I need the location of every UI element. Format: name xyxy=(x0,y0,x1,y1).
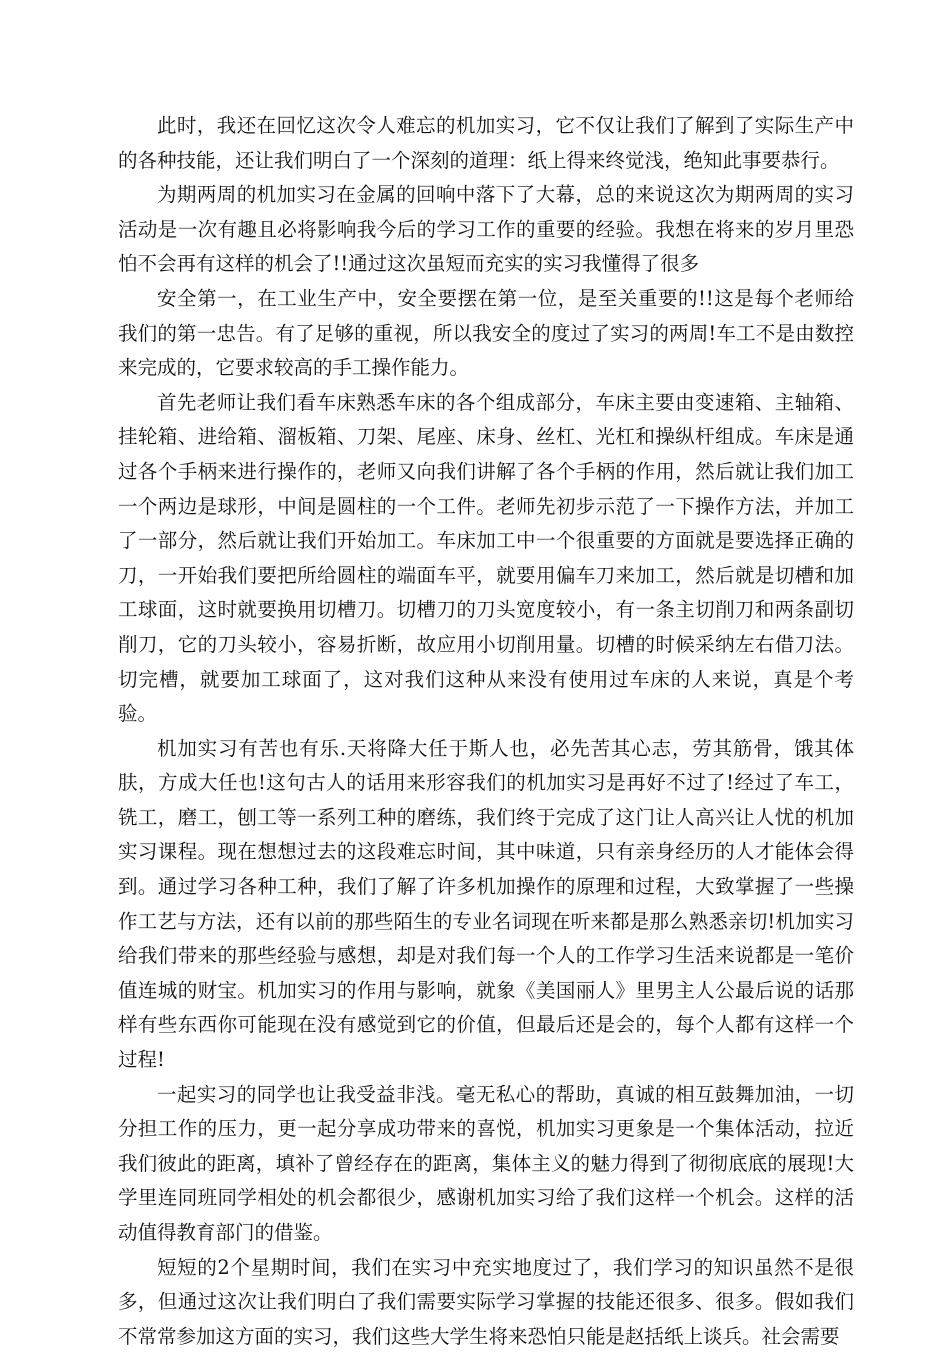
document-body xyxy=(118,109,854,1354)
paragraph-2: 为期两周的机加实习在金属的回响中落下了大幕，总的来说这次为期两周的实习活动是一次有趣且必将影响我今后的学习工作的重要的经验。我想在将来的岁月里恐怕不会再有这样的机会了!!通过这次虽短而充实的实习我懂得了很多 xyxy=(118,183,854,276)
paragraph-7: 短短的2个星期时间，我们在实习中充实地度过了，我们学习的知识虽然不是很多，但通过这次让我们明白了我们需要实际学习掌握的技能还很多、很多。假如我们不常常参加这方面的实习，我们这些大学生将来恐怕只能是赵括纸上谈兵。社会需要 xyxy=(118,1255,854,1348)
paragraph-6: 一起实习的同学也让我受益非浅。毫无私心的帮助，真诚的相互鼓舞加油，一切分担工作的压力，更一起分享成功带来的喜悦，机加实习更象是一个集体活动，拉近我们彼此的距离，填补了曾经存在的距离，集体主义的魅力得到了彻彻底底的展现!大学里连同班同学相处的机会都很少，感谢机加实习给了我们这样一个机会。这样的活动值得教育部门的借鉴。 xyxy=(118,1082,854,1244)
paragraph-4: 首先老师让我们看车床熟悉车床的各个组成部分，车床主要由变速箱、主轴箱、挂轮箱、进给箱、溜板箱、刀架、尾座、床身、丝杠、光杠和操纵杆组成。车床是通过各个手柄来进行操作的，老师又向我们讲解了各个手柄的作用，然后就让我们加工一个两边是球形，中间是圆柱的一个工件。老师先初步示范了一下操作方法，并加工了一部分，然后就让我们开始加工。车床加工中一个很重要的方面就是要选择正确的刀，一开始我们要把所给圆柱的端面车平，就要用偏车刀来加工，然后就是切槽和加工球面，这时就要换用切槽刀。切槽刀的刀头宽度较小，有一条主切削刀和两条副切削刀，它的刀头较小，容易折断，故应用小切削用量。切槽的时候采纳左右借刀法。切完槽，就要加工球面了，这对我们这种从来没有使用过车床的人来说，真是个考验。 xyxy=(118,390,854,726)
paragraph-3: 安全第一，在工业生产中，安全要摆在第一位，是至关重要的!!这是每个老师给我们的第一忠告。有了足够的重视，所以我安全的度过了实习的两周!车工不是由数控来完成的，它要求较高的手工操作能力。 xyxy=(118,286,854,380)
paragraph-1: 此时，我还在回忆这次令人难忘的机加实习，它不仅让我们了解到了实际生产中的各种技能，还让我们明白了一个深刻的道理：纸上得来终觉浅，绝知此事要恭行。 xyxy=(118,114,854,172)
paragraph-5: 机加实习有苦也有乐.天将降大任于斯人也，必先苦其心志，劳其筋骨，饿其体肤，方成大任也!这句古人的话用来形容我们的机加实习是再好不过了!经过了车工，铣工，磨工，刨工等一系列工种的磨练，我们终于完成了这门让人高兴让人忧的机加实习课程。现在想想过去的这段难忘时间，其中味道，只有亲身经历的人才能体会得到。通过学习各种工种，我们了解了许多机加操作的原理和过程，大致掌握了一些操作工艺与方法，还有以前的那些陌生的专业名词现在听来都是那么熟悉亲切!机加实习给我们带来的那些经验与感想，却是对我们每一个人的工作学习生活来说都是一笔价值连城的财宝。机加实习的作用与影响，就象《美国丽人》里男主人公最后说的话那样有些东西你可能现在没有感觉到它的价值，但最后还是会的，每个人都有这样一个过程! xyxy=(118,736,854,1072)
